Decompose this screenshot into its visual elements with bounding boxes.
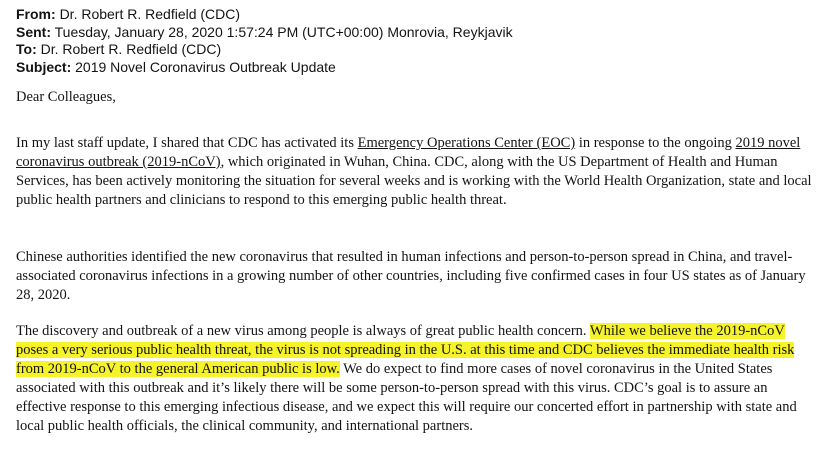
- to-line: [16, 41, 513, 59]
- p1-text-1: In my last staff update, I shared that CDC has activated its: [16, 135, 358, 151]
- paragraph-eoc: [16, 134, 816, 210]
- email-body: [16, 88, 816, 434]
- from-line: [16, 6, 513, 24]
- subject-line: [16, 59, 513, 77]
- outbreak-link[interactable]: 2019 novel coronavirus outbreak (2019-nCoV): [16, 135, 801, 170]
- to-value: Dr. Robert R. Redfield (CDC): [40, 41, 222, 57]
- eoc-link[interactable]: Emergency Operations Center (EOC): [357, 135, 576, 151]
- subject-label: Subject:: [16, 58, 72, 75]
- from-label: From:: [16, 6, 56, 22]
- sent-line: [16, 24, 513, 42]
- subject-value: 2019 Novel Coronavirus Outbreak Update: [75, 58, 336, 75]
- sent-value: Tuesday, January 28, 2020 1:57:24 PM (UTC+00:00) Monrovia, Reykjavik: [54, 23, 513, 40]
- p1-text-2: in response to the ongoing: [575, 135, 736, 151]
- email-header: [16, 6, 513, 76]
- p3-text-2: We do expect to find more cases of novel coronavirus in the United States associated with this outbreak and it’s likely there will be some person-to-person spread with this virus. CDC’s goal is to assure an effective response to this emerging infectious disease, and we expect this will require our concerted effort in partnership with state and local public health officials, the clinical community, and international partners.: [16, 361, 797, 434]
- p1-text-3: , which originated in Wuhan, China. CDC, along with the US Department of Health and Human Services, has been actively monitoring the situation for several weeks and is working with the World Health Organization, state and local public health partners and clinicians to respond to this emerging public health threat.: [16, 154, 812, 208]
- paragraph-public-health-concern: [16, 322, 816, 436]
- sent-label: Sent:: [16, 23, 51, 40]
- from-value: Dr. Robert R. Redfield (CDC): [59, 6, 241, 22]
- salutation: Dear Colleagues,: [16, 89, 116, 105]
- paragraph-chinese-authorities: Chinese authorities identified the new coronavirus that resulted in human infections and person-to-person spread in China, and travel-associated coronavirus infections in a growing number of other countries, including five confirmed cases in four US states as of January 28, 2020.: [16, 249, 806, 303]
- highlighted-statement: While we believe the 2019-nCoV poses a very serious public health threat, the virus is not spreading in the U.S. at this time and CDC believes the immediate health risk from 2019-nCoV to the general American public is low.: [16, 323, 795, 377]
- to-label: To:: [16, 41, 37, 57]
- p3-text-1: The discovery and outbreak of a new virus among people is always of great public health concern.: [16, 323, 590, 339]
